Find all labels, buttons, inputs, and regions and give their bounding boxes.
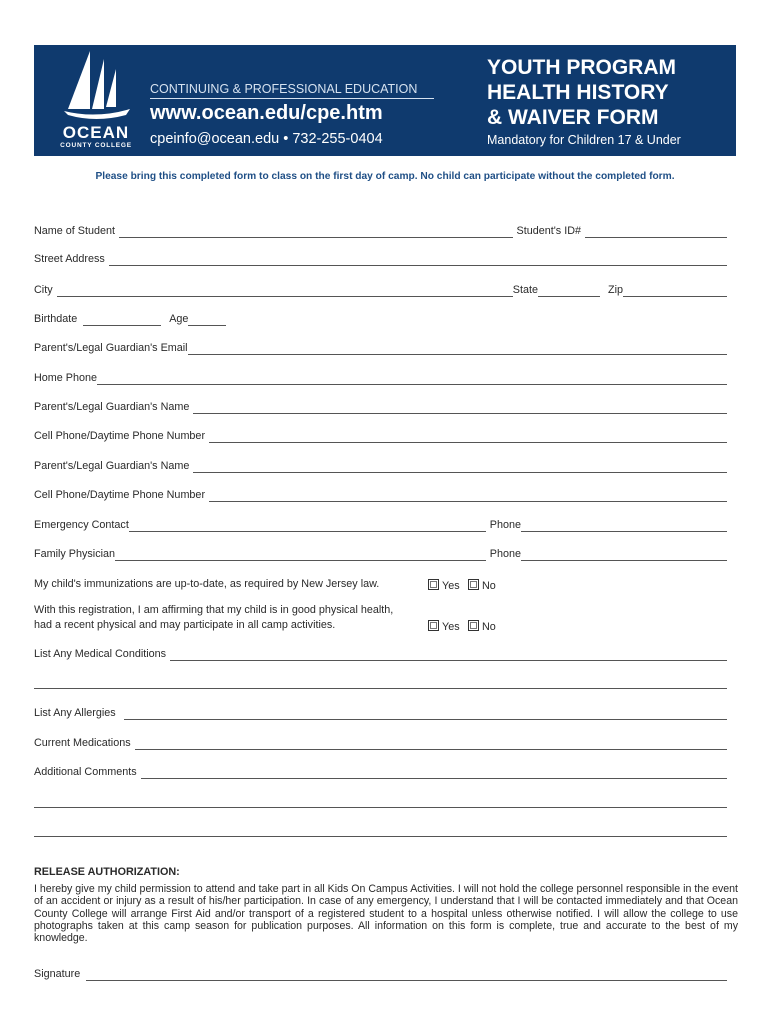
guardian-name-row-2 bbox=[34, 459, 727, 473]
home-phone-input[interactable] bbox=[97, 374, 727, 385]
checkbox-icon bbox=[468, 579, 479, 590]
allergies-label: List Any Allergies bbox=[34, 707, 116, 719]
city-input[interactable] bbox=[57, 286, 513, 297]
student-id-label: Student's ID# bbox=[516, 225, 581, 237]
logo-subtitle: COUNTY COLLEGE bbox=[60, 142, 132, 149]
header-banner bbox=[34, 45, 736, 156]
health-no[interactable] bbox=[468, 619, 496, 633]
family-physician-input[interactable] bbox=[115, 550, 486, 561]
immunizations-yes[interactable] bbox=[428, 578, 460, 592]
comments-row bbox=[34, 765, 727, 779]
birthdate-label: Birthdate bbox=[34, 313, 78, 325]
street-address-row bbox=[34, 252, 727, 266]
form-title-line-3: & WAIVER FORM bbox=[487, 106, 659, 129]
family-physician-label: Family Physician bbox=[34, 548, 115, 560]
immunizations-question: My child's immunizations are up-to-date, as required by New Jersey law. bbox=[34, 578, 380, 590]
department-name: CONTINUING & PROFESSIONAL EDUCATION bbox=[150, 82, 434, 99]
checkbox-icon bbox=[468, 620, 479, 631]
immunizations-no[interactable] bbox=[468, 578, 496, 592]
birthdate-input[interactable] bbox=[83, 315, 161, 326]
cell-phone-input-2[interactable] bbox=[209, 491, 727, 502]
immunizations-yes-label: Yes bbox=[442, 580, 460, 592]
allergies-input[interactable] bbox=[124, 709, 727, 720]
state-label: State bbox=[512, 284, 538, 296]
comments-extra-line-2[interactable] bbox=[34, 836, 727, 837]
medications-row bbox=[34, 736, 727, 750]
guardian-email-label: Parent's/Legal Guardian's Email bbox=[34, 342, 188, 354]
cell-phone-row-2 bbox=[34, 488, 727, 502]
emergency-contact-input[interactable] bbox=[129, 521, 486, 532]
form-subtitle: Mandatory for Children 17 & Under bbox=[487, 133, 681, 147]
form-title-line-2: HEALTH HISTORY bbox=[487, 81, 669, 104]
zip-label: Zip bbox=[608, 284, 623, 296]
guardian-name-input-1[interactable] bbox=[193, 403, 727, 414]
student-name-input[interactable] bbox=[119, 227, 512, 238]
physician-phone-input[interactable] bbox=[521, 550, 727, 561]
medical-conditions-row bbox=[34, 647, 727, 661]
emergency-contact-label: Emergency Contact bbox=[34, 519, 129, 531]
checkbox-icon bbox=[428, 579, 439, 590]
medical-conditions-input[interactable] bbox=[170, 650, 727, 661]
street-address-input[interactable] bbox=[109, 255, 727, 266]
age-input[interactable] bbox=[188, 315, 226, 326]
state-input[interactable] bbox=[538, 286, 600, 297]
immunizations-no-label: No bbox=[482, 580, 496, 592]
comments-label: Additional Comments bbox=[34, 766, 137, 778]
sailboat-icon bbox=[60, 49, 132, 121]
emergency-phone-input[interactable] bbox=[521, 521, 727, 532]
college-logo bbox=[54, 49, 138, 153]
comments-input[interactable] bbox=[141, 768, 727, 779]
birthdate-age-row bbox=[34, 312, 254, 326]
health-yes[interactable] bbox=[428, 619, 460, 633]
comments-extra-line-1[interactable] bbox=[34, 807, 727, 808]
city-state-zip-row bbox=[34, 283, 727, 297]
camp-notice: Please bring this completed form to class on the first day of camp. No child can participate without the completed form. bbox=[95, 171, 675, 182]
cell-phone-label-1: Cell Phone/Daytime Phone Number bbox=[34, 430, 206, 442]
logo-wordmark: OCEAN bbox=[62, 123, 130, 142]
street-address-label: Street Address bbox=[34, 253, 105, 265]
form-title-line-1: YOUTH PROGRAM bbox=[487, 56, 676, 79]
checkbox-icon bbox=[428, 620, 439, 631]
allergies-row bbox=[34, 706, 727, 720]
cell-phone-label-2: Cell Phone/Daytime Phone Number bbox=[34, 489, 206, 501]
student-name-row bbox=[34, 224, 727, 238]
medical-conditions-label: List Any Medical Conditions bbox=[34, 648, 167, 660]
health-no-label: No bbox=[482, 621, 496, 633]
zip-input[interactable] bbox=[623, 286, 727, 297]
cell-phone-row-1 bbox=[34, 429, 727, 443]
student-id-input[interactable] bbox=[585, 227, 727, 238]
emergency-contact-row bbox=[34, 518, 727, 532]
form-title bbox=[487, 55, 676, 130]
guardian-email-input[interactable] bbox=[188, 344, 727, 355]
medications-label: Current Medications bbox=[34, 737, 131, 749]
age-label: Age bbox=[169, 313, 189, 325]
guardian-name-input-2[interactable] bbox=[193, 462, 727, 473]
website-url[interactable]: www.ocean.edu/cpe.htm bbox=[150, 102, 383, 124]
release-heading: RELEASE AUTHORIZATION: bbox=[34, 866, 180, 878]
medications-input[interactable] bbox=[135, 739, 727, 750]
release-text: I hereby give my child permission to attend and take part in all Kids On Campus Activities. I will not hold the college personnel responsible in the event of an accident or injury as a result of his/her participation. In case of any emergency, I understand that I will be contacted immediately and that Ocean County College will arrange First Aid and/or transport of a registered student to a hospital unless otherwise notified. I will allow the college to use photographs taken at this camp season for publication purposes. All information on this form is complete, true and accurate to the best of my knowledge. bbox=[34, 883, 738, 945]
guardian-name-label-2: Parent's/Legal Guardian's Name bbox=[34, 460, 190, 472]
family-physician-row bbox=[34, 547, 727, 561]
cell-phone-input-1[interactable] bbox=[209, 432, 727, 443]
guardian-email-row bbox=[34, 341, 727, 355]
guardian-name-label-1: Parent's/Legal Guardian's Name bbox=[34, 401, 190, 413]
signature-input[interactable] bbox=[86, 970, 727, 981]
physician-phone-label: Phone bbox=[489, 548, 521, 560]
home-phone-row bbox=[34, 371, 727, 385]
health-statement-line-2: had a recent physical and may participate in all camp activities. bbox=[34, 619, 336, 631]
medical-conditions-extra-line[interactable] bbox=[34, 688, 727, 689]
health-yes-label: Yes bbox=[442, 621, 460, 633]
signature-label: Signature bbox=[34, 968, 81, 980]
home-phone-label: Home Phone bbox=[34, 372, 98, 384]
health-statement-line-1: With this registration, I am affirming that my child is in good physical health, bbox=[34, 604, 394, 616]
contact-info: cpeinfo@ocean.edu • 732-255-0404 bbox=[150, 131, 383, 147]
signature-row bbox=[34, 967, 727, 981]
emergency-phone-label: Phone bbox=[489, 519, 521, 531]
student-name-label: Name of Student bbox=[34, 225, 116, 237]
guardian-name-row-1 bbox=[34, 400, 727, 414]
city-label: City bbox=[34, 284, 53, 296]
